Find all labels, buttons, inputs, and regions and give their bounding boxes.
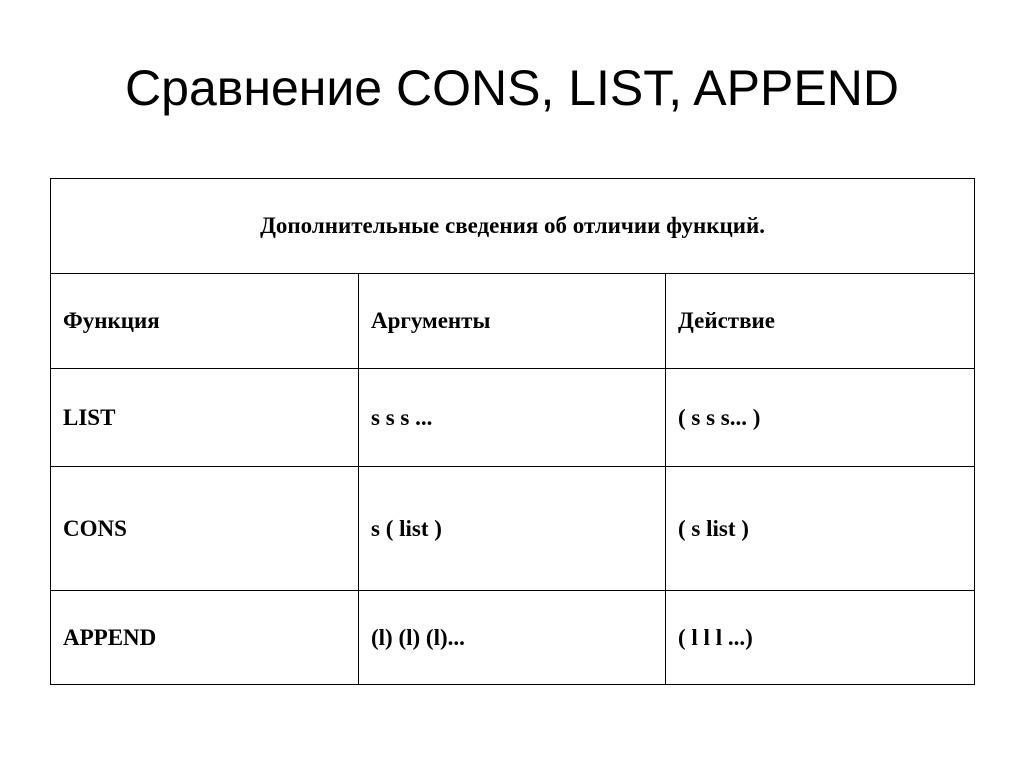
table-header-row — [51, 274, 975, 369]
cell-arguments: s s s ... — [359, 369, 666, 467]
table-row — [51, 467, 975, 591]
cell-action: ( l l l ...) — [666, 591, 975, 685]
comparison-table — [50, 178, 975, 685]
header-cell-arguments: Аргументы — [359, 274, 666, 369]
table-caption-row — [51, 179, 975, 274]
table-caption: Дополнительные сведения об отличии функций. — [51, 179, 975, 274]
header-cell-action: Действие — [666, 274, 975, 369]
cell-action: ( s list ) — [666, 467, 975, 591]
cell-function: APPEND — [51, 591, 359, 685]
cell-action: ( s s s... ) — [666, 369, 975, 467]
cell-function: CONS — [51, 467, 359, 591]
header-cell-function: Функция — [51, 274, 359, 369]
cell-arguments: s ( list ) — [359, 467, 666, 591]
cell-function: LIST — [51, 369, 359, 467]
cell-arguments: (l) (l) (l)... — [359, 591, 666, 685]
slide-title: Сравнение CONS, LIST, APPEND — [125, 60, 899, 116]
table-row — [51, 369, 975, 467]
table-row — [51, 591, 975, 685]
